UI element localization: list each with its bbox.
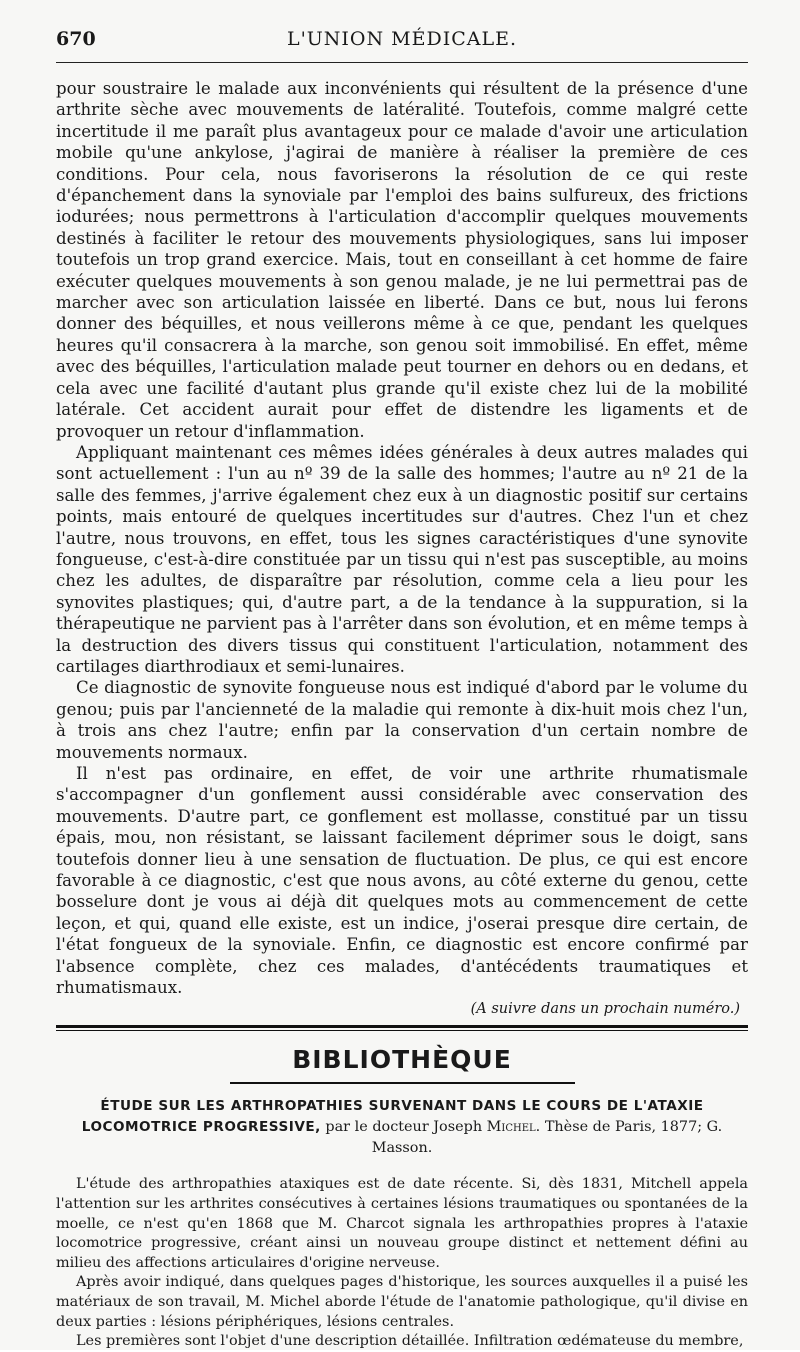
running-head [56,0,748,62]
review-author: Michel [486,1119,536,1136]
article-paragraph: Ce diagnostic de synovite fongueuse nous est indiqué d'abord par le volume du genou; puis par l'ancienneté de la maladie qui remonte à dix-huit mois chez l'un, à trois ans chez l'autre; enfin par la conservation d'un certain nombre de mouvements normaux. [56,678,748,762]
section-title-rule [230,1082,575,1084]
section-title: BIBLIOTHÈQUE [292,1045,512,1075]
review-paragraph: L'étude des arthropathies ataxiques est de date récente. Si, dès 1831, Mitchell appela l'attention sur les arthrites consécutives à certaines lésions traumatiques ou spontanées de la moelle, ce n'est qu'en 1868 que M. Charcot signala les arthropathies propres à l'ataxie locomotrice progressive, créant ainsi un nouveau groupe distinct et nettement défini au milieu des affections articulaires d'origine nerveuse. [56,1176,748,1271]
review-heading [56,1096,748,1159]
article-paragraph: pour soustraire le malade aux inconvénients qui résultent de la présence d'une arthrite sèche avec mouvements de latéralité. Toutefois, comme malgré cette incertitude il me paraît plus avantageux pour ce malade d'avoir une articulation mobile qu'une ankylose, j'agirai de manière à réaliser la première de ces conditions. Pour cela, nous favoriserons la résolution de ce qui reste d'épanchement dans la synoviale par l'emploi des bains sulfureux, des frictions iodurées; nous permettrons à l'articulation d'accomplir quelques mouvements destinés à faciliter le retour des mouvements physiologiques, sans lui imposer toutefois un trop grand exercice. Mais, tout en conseillant à cet homme de faire exécuter quelques mouvements à son genou malade, je ne lui permettrai pas de marcher avec son articulation laissée en liberté. Dans ce but, nous lui ferons donner des béquilles, et nous veillerons même à ce que, pendant les quelques heures qu'il consacrera à la marche, son genou soit immobilisé. En effet, même avec des béquilles, l'articulation malade peut tourner en dehors ou en dedans, et cela avec une facilité d'autant plus grande qu'il existe chez lui de la mobilité latérale. Cet accident aurait pour effet de distendre les ligaments et de provoquer un retour d'inflammation. [56,79,748,441]
review-paragraph: Après avoir indiqué, dans quelques pages d'historique, les sources auxquelles il a puisé les matériaux de son travail, M. Michel aborde l'étude de l'anatomie pathologique, qu'il divise en deux parties : lésions périphériques, lésions centrales. [56,1274,748,1330]
review-body [56,1175,748,1351]
article-body [56,78,748,998]
review-publication: . Thèse de Paris, 1877; G. Masson. [371,1119,723,1157]
to-be-continued-note: (A suivre dans un prochain numéro.) [470,1001,740,1018]
section-separator [56,1025,748,1031]
page-number: 670 [56,28,96,50]
article-paragraph: Il n'est pas ordinaire, en effet, de voir une arthrite rhumatismale s'accompagner d'un gonflement aussi considérable avec conservation des mouvements. D'autre part, ce gonflement est mollasse, constitué par un tissu épais, mou, non résistant, se laissant facilement déprimer sous le doigt, sans toutefois donner lieu à une sensation de fluctuation. De plus, ce qui est encore favorable à ce diagnostic, c'est que nous avons, au côté externe du genou, cette bosselure dont je vous ai déjà dit quelques mots au commencement de cette leçon, et qui, quand elle existe, est un indice, j'oserai presque dire certain, de l'état fongueux de la synoviale. Enfin, ce diagnostic est encore confirmé par l'absence complète, chez ces malades, d'antécédents traumatiques et rhumatismaux. [56,764,748,998]
review-paragraph: Les premières sont l'objet d'une description détaillée. Infiltration œdémateuse du membre, [76,1333,744,1350]
journal-title: L'UNION MÉDICALE. [286,28,518,50]
header-rule [56,62,748,63]
review-book-title: ÉTUDE SUR LES ARTHROPATHIES SURVENANT DANS LE COURS DE L'ATAXIE LOCOMOTRICE PROGRESSIVE, [81,1098,704,1136]
article-paragraph: Appliquant maintenant ces mêmes idées générales à deux autres malades qui sont actuellement : l'un au nº 39 de la salle des hommes; l'autre au nº 21 de la salle des femmes, j'arrive également chez eux à un diagnostic positif sur certains points, mais entouré de quelques incertitudes sur d'autres. Chez l'un et chez l'autre, nous trouvons, en effet, tous les signes caractéristiques d'une synovite fongueuse, c'est-à-dire constituée par un tissu qui n'est pas susceptible, au moins chez les adultes, de disparaître par résolution, comme cela a lieu pour les synovites plastiques; qui, d'autre part, a de la tendance à la suppuration, si la thérapeutique ne parvient pas à l'arrêter dans son évolution, et en même temps à la destruction des divers tissus qui constituent l'articulation, notamment des cartilages diarthrodiaux et semi-lunaires. [56,442,748,676]
review-byline-part: par le docteur Joseph [320,1119,487,1136]
